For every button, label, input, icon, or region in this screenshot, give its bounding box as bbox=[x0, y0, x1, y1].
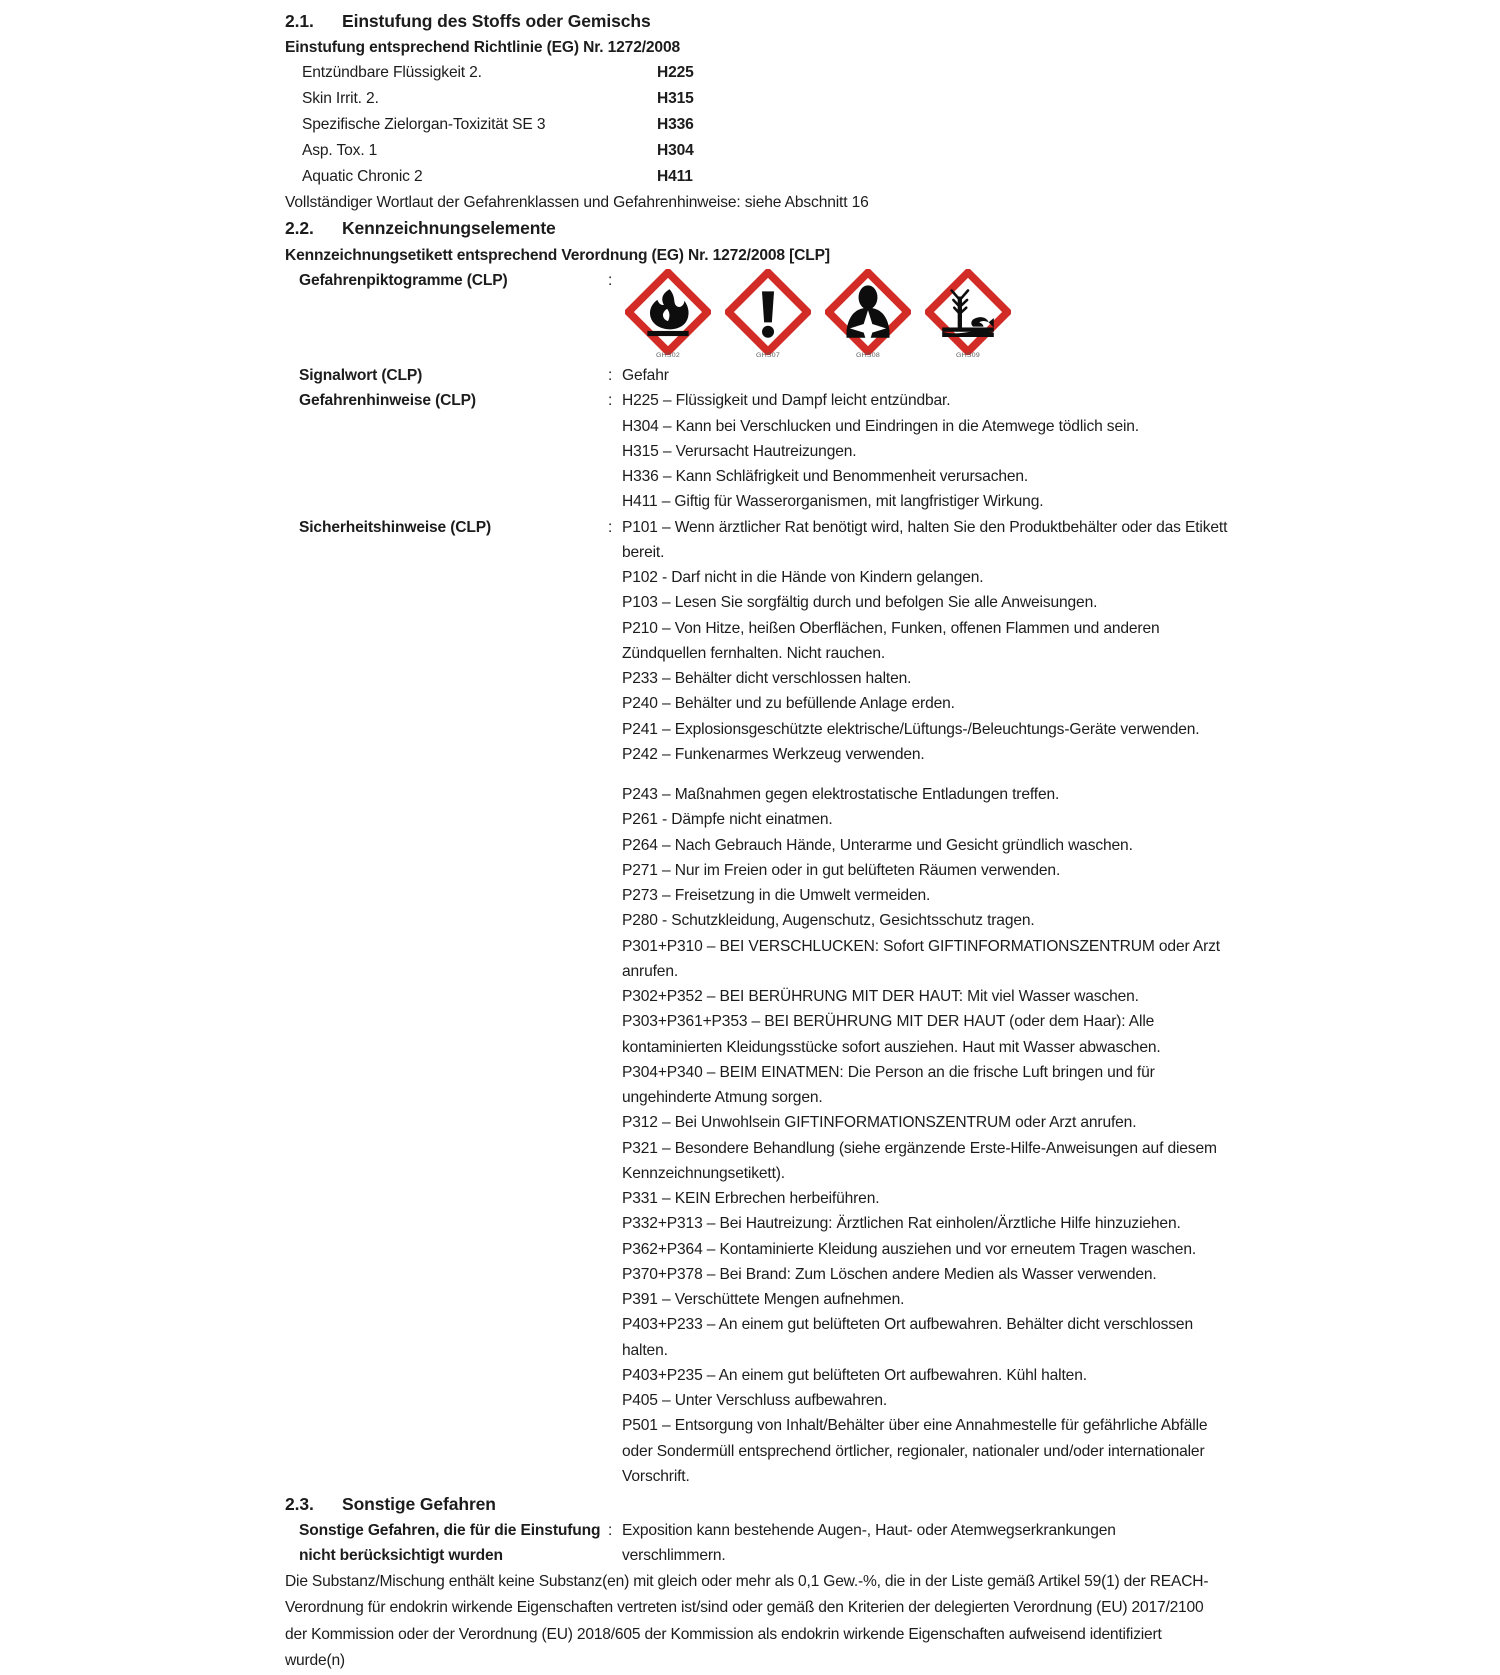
other-hazards-label bbox=[285, 1518, 608, 1569]
precautionary-statement: P501 – Entsorgung von Inhalt/Behälter über eine Annahmestelle für gefährliche Abfälle oder Sondermüll entsprechend örtlicher, regionaler, nationaler und/oder internationaler Vorschrift. bbox=[622, 1417, 1208, 1485]
precautionary-statement: P303+P361+P353 – BEI BERÜHRUNG MIT DER HAUT (oder dem Haar): Alle kontaminierten Kleidungsstücke sofort ausziehen. Haut mit Wasser abwaschen. bbox=[622, 1013, 1161, 1056]
precautionary-statement: P312 – Bei Unwohlsein GIFTINFORMATIONSZENTRUM oder Arzt anrufen. bbox=[622, 1114, 1137, 1132]
precautionary-statements-list bbox=[622, 515, 1238, 1490]
precautionary-statement: P242 – Funkenarmes Werkzeug verwenden. bbox=[622, 745, 925, 763]
section-2-1-number: 2.1. bbox=[285, 11, 314, 31]
classification-list bbox=[285, 60, 1238, 190]
precautionary-statement: P102 - Darf nicht in die Hände von Kindern gelangen. bbox=[622, 569, 984, 587]
precautionary-statements-label: Sicherheitshinweise (CLP) bbox=[299, 518, 492, 536]
precautionary-statement: P304+P340 – BEIM EINATMEN: Die Person an die frische Luft bringen und für ungehinderte Atmung sorgen. bbox=[622, 1063, 1155, 1107]
other-hazards-label-line1: Sonstige Gefahren, die für die Einstufung bbox=[299, 1522, 601, 1540]
signal-word-value: Gefahr bbox=[622, 367, 669, 385]
precautionary-statement: P331 – KEIN Erbrechen herbeiführen. bbox=[622, 1190, 880, 1208]
labelling-regulation-subtitle: Kennzeichnungsetikett entsprechend Verordnung (EG) Nr. 1272/2008 [CLP] bbox=[285, 246, 830, 264]
precautionary-statement: P403+P235 – An einem gut belüfteten Ort aufbewahren. Kühl halten. bbox=[622, 1366, 1087, 1384]
other-hazards-value: Exposition kann bestehende Augen-, Haut- oder Atemwegserkrankungen verschlimmern. bbox=[622, 1522, 1116, 1565]
endocrine-disruptor-paragraph: Die Substanz/Mischung enthält keine Substanz(en) mit gleich oder mehr als 0,1 Gew.-%, die in der Liste gemäß Artikel 59(1) der REACH-Verordnung für endokrin wirkende Eigenschaften vertreten ist/sind oder gemäß den Kriterien der delegierten Verordnung (EU) 2017/2100 der Kommission oder der Verordnung (EU) 2018/605 der Kommission als endokrin wirkende Eigenschaften aufweisend identifiziert wurde(n) bbox=[285, 1572, 1209, 1670]
precautionary-statement: P321 – Besondere Behandlung (siehe ergänzende Erste-Hilfe-Anweisungen auf diesem Kennzeichnungsetikett). bbox=[622, 1139, 1217, 1182]
classification-row bbox=[302, 86, 1238, 112]
precautionary-statement: P240 – Behälter und zu befüllende Anlage erden. bbox=[622, 695, 955, 713]
section-2-3-title: Sonstige Gefahren bbox=[342, 1494, 496, 1515]
signal-word-row bbox=[285, 363, 1238, 388]
classification-name: Entzündbare Flüssigkeit 2. bbox=[302, 64, 482, 82]
pictogram-code: GHS02 bbox=[656, 352, 680, 359]
signal-word-label: Signalwort (CLP) bbox=[299, 367, 423, 385]
precautionary-statements-row bbox=[285, 515, 1238, 1490]
signal-word-colon: : bbox=[608, 367, 613, 385]
hazard-statement: H336 – Kann Schläfrigkeit und Benommenheit verursachen. bbox=[622, 468, 1029, 486]
classification-regulation-subtitle: Einstufung entsprechend Richtlinie (EG) Nr. 1272/2008 bbox=[285, 39, 680, 57]
precautionary-statement: P391 – Verschüttete Mengen aufnehmen. bbox=[622, 1291, 905, 1309]
precautionary-statement: P210 – Von Hitze, heißen Oberflächen, Funken, offenen Flammen und anderen Zündquellen fernhalten. Nicht rauchen. bbox=[622, 619, 1160, 662]
pictogram-ghs08 bbox=[822, 269, 914, 359]
pictogram-ghs02 bbox=[622, 269, 714, 359]
classification-h-code: H411 bbox=[657, 168, 693, 186]
other-hazards-label-line2: nicht berücksichtigt wurden bbox=[299, 1547, 503, 1565]
pictograms-label: Gefahrenpiktogramme (CLP) bbox=[299, 271, 508, 289]
precautionary-statement: P241 – Explosionsgeschützte elektrische/Lüftungs-/Beleuchtungs-Geräte verwenden. bbox=[622, 720, 1200, 738]
flame-icon bbox=[625, 269, 711, 355]
precautionary-statement: P271 – Nur im Freien oder in gut belüfteten Räumen verwenden. bbox=[622, 861, 1061, 879]
classification-row bbox=[302, 60, 1238, 86]
classification-name: Skin Irrit. 2. bbox=[302, 90, 379, 108]
precautionary-statements-colon: : bbox=[608, 518, 613, 536]
section-2-3-heading bbox=[285, 1491, 1238, 1518]
other-hazards-colon: : bbox=[608, 1522, 613, 1540]
precautionary-statement: P302+P352 – BEI BERÜHRUNG MIT DER HAUT: Mit viel Wasser waschen. bbox=[622, 988, 1139, 1006]
section-2-3-number: 2.3. bbox=[285, 1494, 314, 1515]
classification-h-code: H304 bbox=[657, 142, 694, 160]
classification-h-code: H315 bbox=[657, 90, 694, 108]
pictogram-ghs07 bbox=[722, 269, 814, 359]
precautionary-statement: P233 – Behälter dicht verschlossen halten. bbox=[622, 670, 912, 688]
section-2-1-heading bbox=[285, 8, 1238, 35]
precautionary-statement: P101 – Wenn ärztlicher Rat benötigt wird, halten Sie den Produktbehälter oder das Etikett bereit. bbox=[622, 518, 1228, 561]
classification-row bbox=[302, 112, 1238, 138]
pictogram-code: GHS08 bbox=[856, 352, 880, 359]
precautionary-statement: P261 - Dämpfe nicht einatmen. bbox=[622, 811, 833, 829]
classification-h-code: H225 bbox=[657, 64, 694, 82]
classification-h-code: H336 bbox=[657, 116, 694, 134]
exclamation-mark-icon bbox=[725, 269, 811, 355]
classification-name: Asp. Tox. 1 bbox=[302, 142, 378, 160]
precautionary-statement: P332+P313 – Bei Hautreizung: Ärztlichen Rat einholen/Ärztliche Hilfe hinzuziehen. bbox=[622, 1215, 1181, 1233]
section-2-1-title: Einstufung des Stoffs oder Gemischs bbox=[342, 11, 651, 31]
pictogram-code: GHS07 bbox=[756, 352, 780, 359]
precautionary-statement: P280 - Schutzkleidung, Augenschutz, Gesichtsschutz tragen. bbox=[622, 912, 1035, 930]
hazard-statement: H225 – Flüssigkeit und Dampf leicht entzündbar. bbox=[622, 392, 951, 410]
hazard-statement: H304 – Kann bei Verschlucken und Eindringen in die Atemwege tödlich sein. bbox=[622, 417, 1139, 435]
pictogram-ghs09 bbox=[922, 269, 1014, 359]
classification-row bbox=[302, 164, 1238, 190]
pictogram-code: GHS09 bbox=[956, 352, 980, 359]
precautionary-statement: P301+P310 – BEI VERSCHLUCKEN: Sofort GIFTINFORMATIONSZENTRUM oder Arzt anrufen. bbox=[622, 937, 1220, 980]
precautionary-statement: P264 – Nach Gebrauch Hände, Unterarme und Gesicht gründlich waschen. bbox=[622, 836, 1133, 854]
hazard-statements-list bbox=[622, 388, 1238, 514]
pictograms-colon: : bbox=[608, 271, 613, 289]
precautionary-statement: P273 – Freisetzung in die Umwelt vermeiden. bbox=[622, 887, 931, 905]
hazard-statements-label: Gefahrenhinweise (CLP) bbox=[299, 392, 476, 410]
health-hazard-icon bbox=[825, 269, 911, 355]
hazard-statements-row bbox=[285, 388, 1238, 514]
classification-name: Spezifische Zielorgan-Toxizität SE 3 bbox=[302, 116, 546, 134]
section-2-2-number: 2.2. bbox=[285, 218, 314, 239]
environment-hazard-icon bbox=[925, 269, 1011, 355]
section-2-2-heading bbox=[285, 215, 1238, 242]
precautionary-statement: P103 – Lesen Sie sorgfältig durch und befolgen Sie alle Anweisungen. bbox=[622, 594, 1098, 612]
classification-footnote: Vollständiger Wortlaut der Gefahrenklassen und Gefahrenhinweise: siehe Abschnitt 16 bbox=[285, 194, 869, 212]
other-hazards-row bbox=[285, 1518, 1238, 1569]
precautionary-statement: P405 – Unter Verschluss aufbewahren. bbox=[622, 1392, 888, 1410]
precautionary-statement: P362+P364 – Kontaminierte Kleidung ausziehen und vor erneutem Tragen waschen. bbox=[622, 1240, 1197, 1258]
hazard-statement: H411 – Giftig für Wasserorganismen, mit langfristiger Wirkung. bbox=[622, 493, 1044, 511]
section-2-2-title: Kennzeichnungselemente bbox=[342, 218, 556, 239]
precautionary-statement: P243 – Maßnahmen gegen elektrostatische Entladungen treffen. bbox=[622, 786, 1060, 804]
precautionary-statement: P403+P233 – An einem gut belüfteten Ort aufbewahren. Behälter dicht verschlossen halten. bbox=[622, 1316, 1193, 1359]
classification-row bbox=[302, 138, 1238, 164]
precautionary-statement: P370+P378 – Bei Brand: Zum Löschen andere Medien als Wasser verwenden. bbox=[622, 1265, 1157, 1283]
hazard-statement: H315 – Verursacht Hautreizungen. bbox=[622, 442, 857, 460]
hazard-statements-colon: : bbox=[608, 392, 613, 410]
classification-name: Aquatic Chronic 2 bbox=[302, 168, 423, 186]
